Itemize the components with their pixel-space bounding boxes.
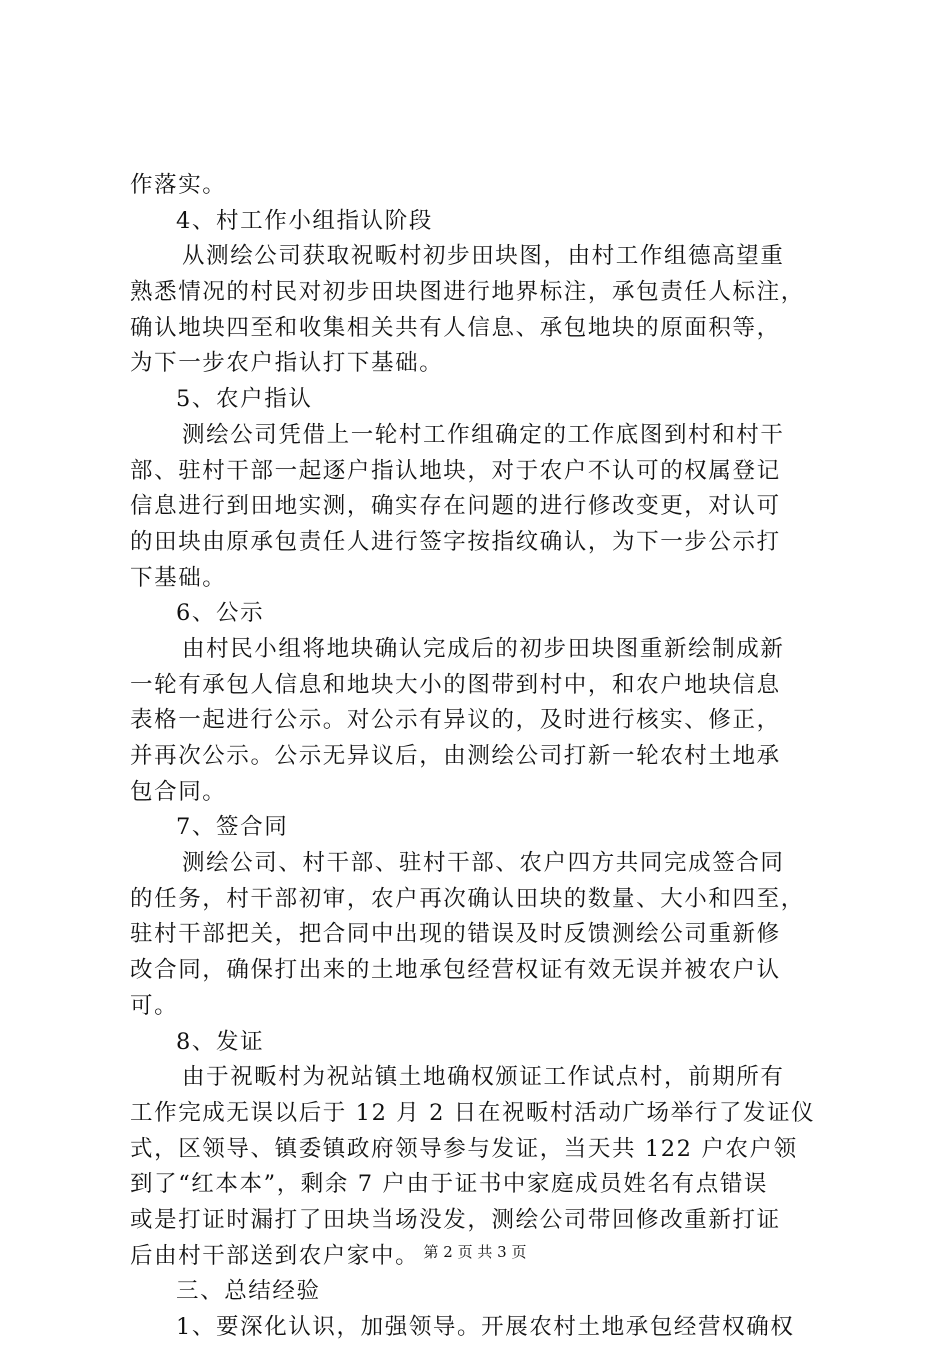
section-heading-line: 7、签合同 (176, 814, 289, 841)
section-heading-line: 1、要深化认识，加强领导。开展农村土地承包经营权确权 (176, 1314, 795, 1340)
section-heading-line: 8、发证 (176, 1028, 265, 1055)
paragraph-line: 到了“红本本”，剩余 7 户由于证书中家庭成员姓名有点错误 (130, 1171, 769, 1198)
section-heading-line: 5、农户指认 (176, 386, 313, 413)
paragraph-line: 的任务，村干部初审，农户再次确认田块的数量、大小和四至， (130, 885, 805, 912)
paragraph-line: 作落实。 (130, 172, 227, 198)
paragraph-line: 包合同。 (130, 778, 227, 805)
paragraph-line: 可。 (130, 992, 179, 1019)
section-heading-line: 4、村工作小组指认阶段 (176, 207, 433, 234)
paragraph-line: 并再次公示。公示无异议后，由测绘公司打新一轮农村土地承 (130, 743, 781, 769)
paragraph-line: 测绘公司、村干部、驻村干部、农户四方共同完成签合同 (182, 850, 785, 877)
paragraph-line: 由于祝畈村为祝站镇土地确权颁证工作试点村，前期所有 (182, 1064, 785, 1091)
paragraph-line: 后由村干部送到农户家中。 (130, 1242, 420, 1269)
page-footer: 第 2 页 共 3 页 (423, 1243, 527, 1261)
paragraph-line: 由村民小组将地块确认完成后的初步田块图重新绘制成新 (182, 635, 785, 662)
paragraph-line: 驻村干部把关，把合同中出现的错误及时反馈测绘公司重新修 (130, 921, 781, 948)
paragraph-line: 下基础。 (130, 564, 227, 591)
paragraph-line: 信息进行到田地实测，确实存在问题的进行修改变更，对认可 (130, 493, 781, 520)
paragraph-line: 确认地块四至和收集相关共有人信息、承包地块的原面积等， (130, 314, 781, 341)
document-body (130, 168, 830, 1346)
paragraph-line: 测绘公司凭借上一轮村工作组确定的工作底图到村和村干 (182, 421, 785, 448)
paragraph-line: 的田块由原承包责任人进行签字按指纹确认，为下一步公示打 (130, 528, 781, 555)
paragraph-line: 工作完成无误以后于 12 月 2 日在祝畈村活动广场举行了发证仪 (130, 1099, 816, 1126)
paragraph-line: 熟悉情况的村民对初步田块图进行地界标注，承包责任人标注， (130, 279, 805, 306)
section-heading-line: 三、总结经验 (176, 1278, 321, 1305)
paragraph-line: 式，区领导、镇委镇政府领导参与发证，当天共 122 户农户领 (130, 1135, 798, 1162)
paragraph-line: 一轮有承包人信息和地块大小的图带到村中，和农户地块信息 (130, 671, 781, 698)
paragraph-line: 表格一起进行公示。对公示有异议的，及时进行核实、修正， (130, 707, 781, 734)
paragraph-line: 改合同，确保打出来的土地承包经营权证有效无误并被农户认 (130, 957, 781, 984)
paragraph-line: 从测绘公司获取祝畈村初步田块图，由村工作组德高望重 (182, 243, 785, 270)
paragraph-line: 为下一步农户指认打下基础。 (130, 350, 444, 377)
paragraph-line: 部、驻村干部一起逐户指认地块，对于农户不认可的权属登记 (130, 457, 781, 484)
paragraph-line: 或是打证时漏打了田块当场没发，测绘公司带回修改重新打证 (130, 1206, 781, 1233)
section-heading-line: 6、公示 (176, 600, 265, 627)
